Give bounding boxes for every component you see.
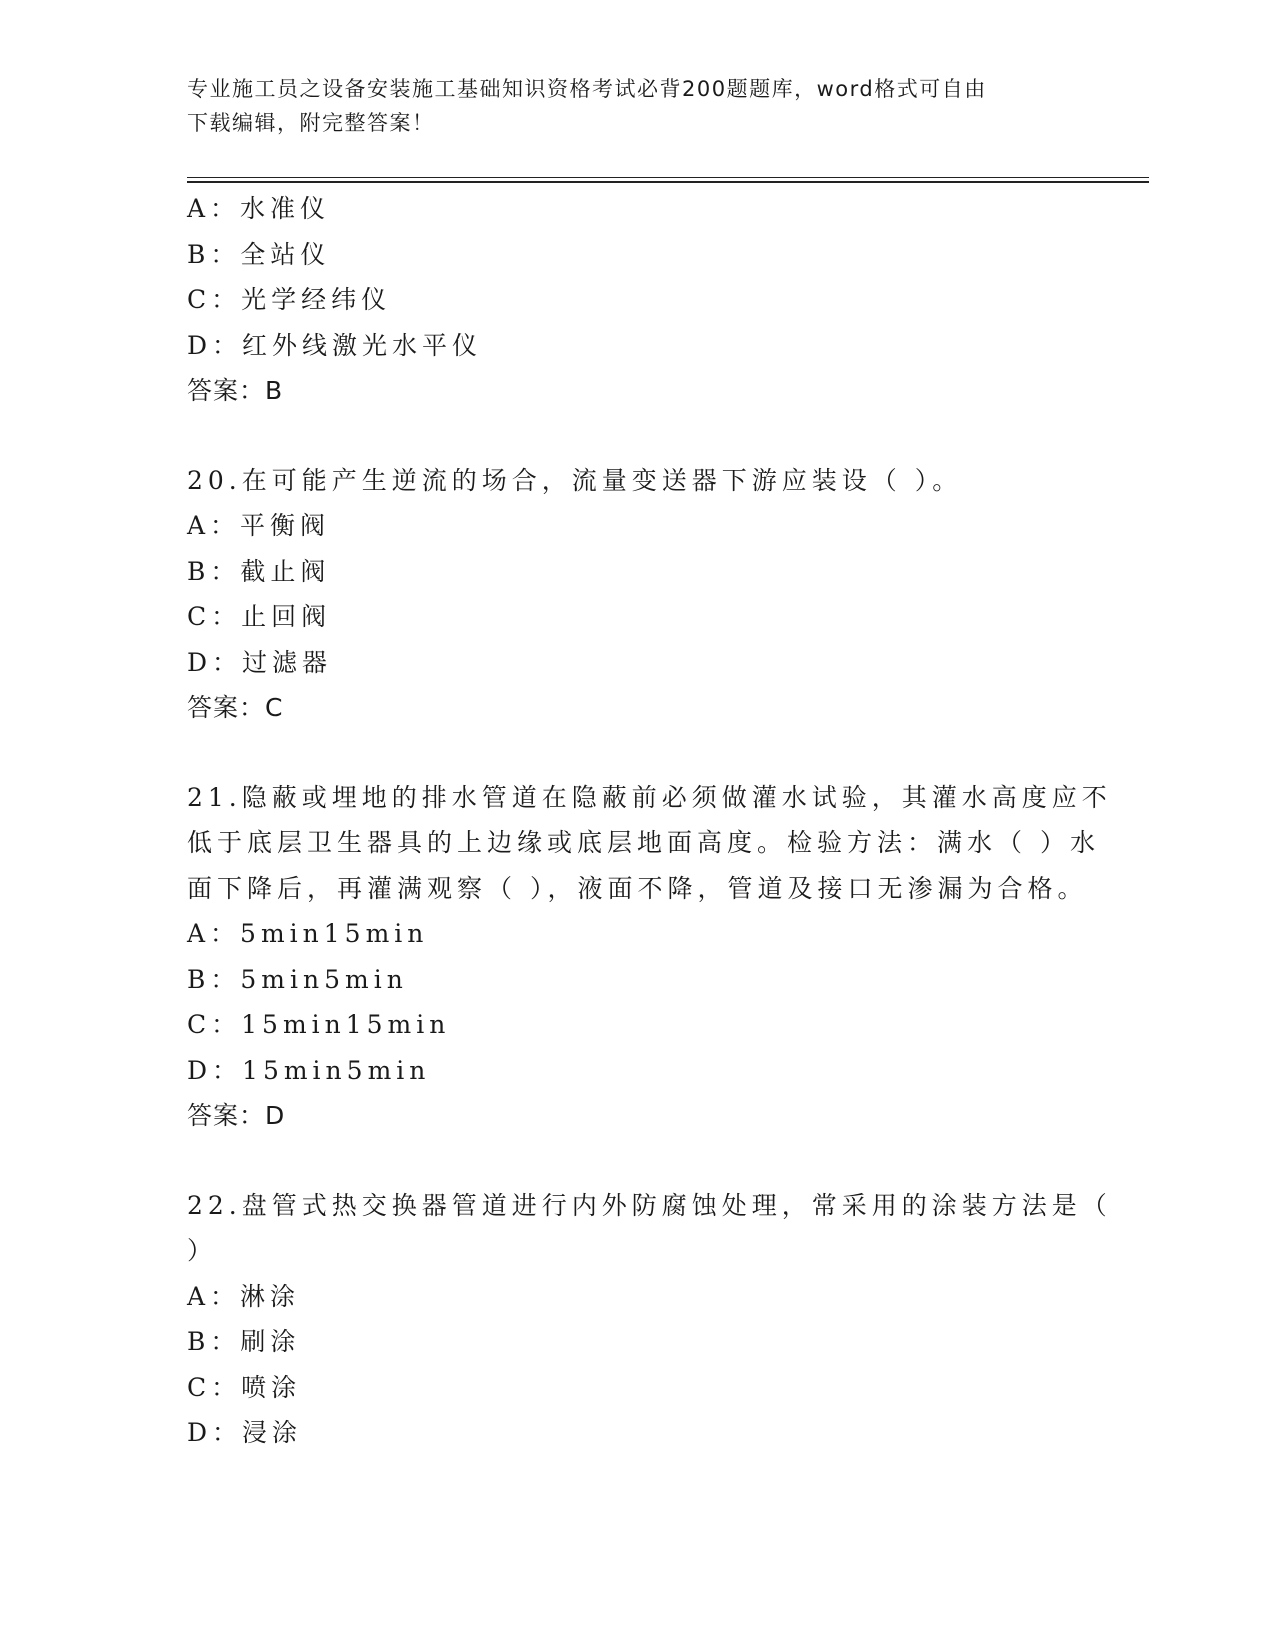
header-line-1: 专业施工员之设备安装施工基础知识资格考试必背200题题库，word格式可自由 xyxy=(187,77,987,101)
question-text-line-1: 21.隐蔽或埋地的排水管道在隐蔽前必须做灌水试验，其灌水高度应不 xyxy=(187,782,1112,812)
question-19 xyxy=(187,186,1067,414)
option-c: C：喷涂 xyxy=(187,1372,302,1402)
document-header xyxy=(187,72,1067,140)
question-text-line-2: ） xyxy=(187,1236,218,1265)
option-b: B：全站仪 xyxy=(187,239,331,269)
option-c: C：光学经纬仪 xyxy=(187,285,392,314)
option-d: D：15min5min xyxy=(187,1055,431,1085)
option-c: C：15min15min xyxy=(187,1010,451,1039)
option-a: A：淋涂 xyxy=(187,1281,301,1311)
option-b: B：截止阀 xyxy=(187,556,331,586)
question-text-line-2: 低于底层卫生器具的上边缘或底层地面高度。检验方法：满水（ ）水 xyxy=(187,828,1100,857)
option-a: A：5min15min xyxy=(187,919,429,948)
question-text-line-1: 22.盘管式热交换器管道进行内外防腐蚀处理，常采用的涂装方法是（ xyxy=(187,1190,1112,1220)
option-b: B：刷涂 xyxy=(187,1327,301,1356)
option-d: D：过滤器 xyxy=(187,647,333,677)
answer-label: 答案：B xyxy=(187,376,284,405)
option-a: A：水准仪 xyxy=(187,194,331,223)
question-20 xyxy=(187,458,1067,731)
spacer xyxy=(187,414,1067,458)
spacer xyxy=(187,1139,1067,1183)
header-line-2: 下载编辑，附完整答案！ xyxy=(187,111,435,135)
header-rule-thin xyxy=(187,177,1149,178)
answer-label: 答案：D xyxy=(187,1101,286,1130)
question-text: 20.在可能产生逆流的场合，流量变送器下游应装设（ ）。 xyxy=(187,465,963,495)
question-list xyxy=(187,186,1112,1456)
spacer xyxy=(187,731,1067,775)
answer-label: 答案：C xyxy=(187,693,284,722)
question-21 xyxy=(187,775,1112,1139)
option-a: A：平衡阀 xyxy=(187,511,331,540)
option-c: C：止回阀 xyxy=(187,602,332,631)
option-b: B：5min5min xyxy=(187,964,408,994)
header-rule-thick xyxy=(187,181,1149,183)
question-22 xyxy=(187,1183,1112,1456)
question-text-line-3: 面下降后，再灌满观察（ ），液面不降，管道及接口无渗漏为合格。 xyxy=(187,873,1088,903)
option-d: D：红外线激光水平仪 xyxy=(187,330,483,360)
option-d: D：浸涂 xyxy=(187,1418,303,1447)
